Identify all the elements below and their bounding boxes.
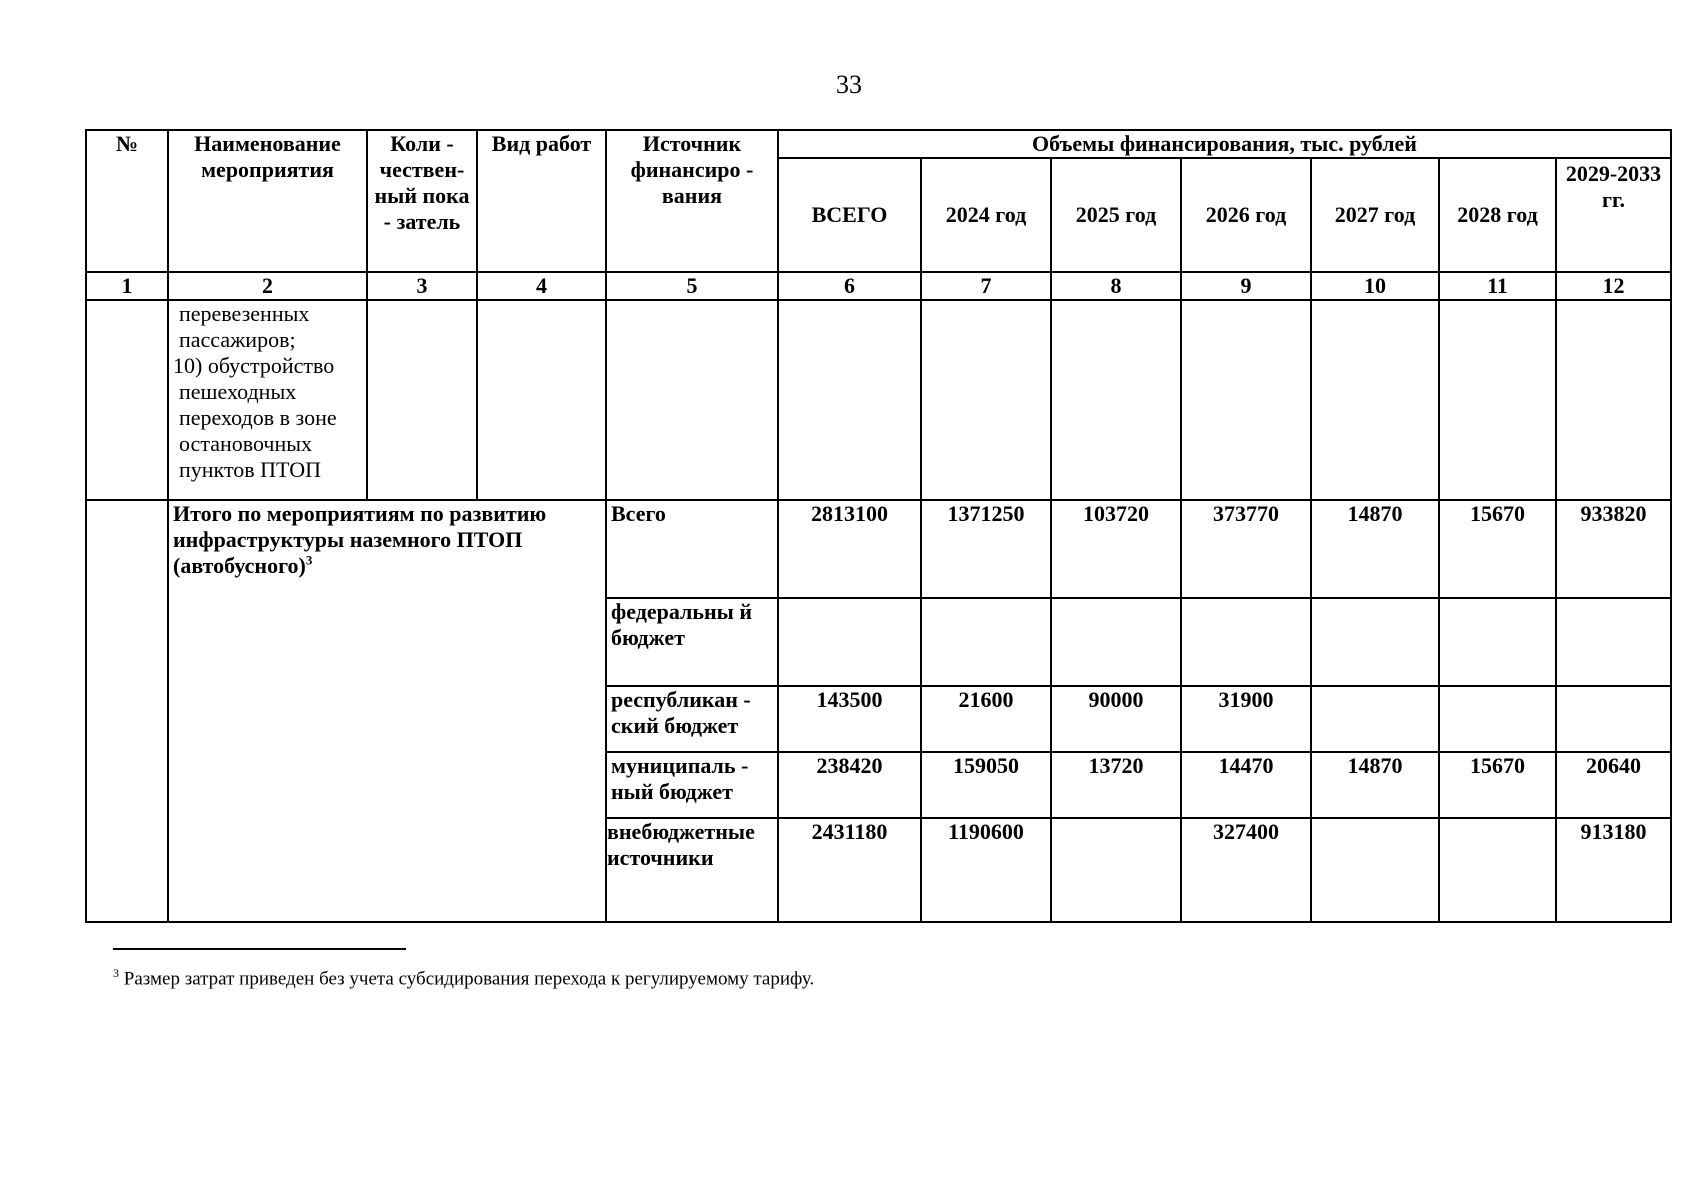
header-2026: 2026 год <box>1181 158 1311 272</box>
value-cell <box>1556 686 1671 752</box>
cell-value <box>1311 300 1439 500</box>
value-cell: 373770 <box>1181 500 1311 598</box>
text-line: переходов в зоне <box>179 405 337 430</box>
cell-value <box>1556 300 1671 500</box>
column-number: 4 <box>477 272 606 300</box>
footnote <box>113 966 814 990</box>
text-line: остановочных <box>179 431 313 456</box>
source-label: республикан - ский бюджет <box>606 686 778 752</box>
value-cell: 159050 <box>921 752 1051 818</box>
text-line: пешеходных <box>179 379 297 404</box>
value-cell: 13720 <box>1051 752 1181 818</box>
value-cell: 15670 <box>1439 500 1556 598</box>
value-cell <box>1556 598 1671 686</box>
footnote-mark: 3 <box>113 966 119 980</box>
value-cell <box>1181 598 1311 686</box>
value-cell: 14870 <box>1311 752 1439 818</box>
header-name: Наименование мероприятия <box>168 130 367 272</box>
value-cell: 21600 <box>921 686 1051 752</box>
value-cell: 15670 <box>1439 752 1556 818</box>
value-cell <box>1311 686 1439 752</box>
row-total <box>86 500 1671 598</box>
value-cell <box>1051 598 1181 686</box>
value-cell: 1371250 <box>921 500 1051 598</box>
column-number: 8 <box>1051 272 1181 300</box>
footnote-ref: 3 <box>305 552 313 568</box>
header-total: ВСЕГО <box>778 158 921 272</box>
value-cell: 933820 <box>1556 500 1671 598</box>
source-label: федеральны й бюджет <box>606 598 778 686</box>
column-number: 6 <box>778 272 921 300</box>
value-cell <box>1439 686 1556 752</box>
column-number: 7 <box>921 272 1051 300</box>
value-cell <box>1439 598 1556 686</box>
cell-qty <box>367 300 477 500</box>
value-cell: 238420 <box>778 752 921 818</box>
column-number: 1 <box>86 272 168 300</box>
header-2025: 2025 год <box>1051 158 1181 272</box>
column-number-row <box>86 272 1671 300</box>
continued-activity-text <box>168 300 367 500</box>
value-cell <box>1051 818 1181 922</box>
column-number: 12 <box>1556 272 1671 300</box>
text-line: перевезенных <box>179 301 310 326</box>
value-cell: 913180 <box>1556 818 1671 922</box>
header-2028: 2028 год <box>1439 158 1556 272</box>
value-cell <box>921 598 1051 686</box>
cell-source <box>606 300 778 500</box>
cell-kind <box>477 300 606 500</box>
value-cell: 2813100 <box>778 500 921 598</box>
header-no: № <box>86 130 168 272</box>
column-number: 9 <box>1181 272 1311 300</box>
column-number: 3 <box>367 272 477 300</box>
value-cell <box>1311 598 1439 686</box>
value-cell: 2431180 <box>778 818 921 922</box>
text-line: пассажиров; <box>179 327 296 352</box>
value-cell: 143500 <box>778 686 921 752</box>
column-number: 5 <box>606 272 778 300</box>
header-2029-2033: 2029-2033 гг. <box>1556 158 1671 272</box>
column-number: 10 <box>1311 272 1439 300</box>
cell-no <box>86 500 168 922</box>
financing-table <box>85 129 1672 923</box>
summary-title <box>168 500 606 922</box>
value-cell: 327400 <box>1181 818 1311 922</box>
cell-value <box>921 300 1051 500</box>
cell-no <box>86 300 168 500</box>
value-cell: 1190600 <box>921 818 1051 922</box>
value-cell: 103720 <box>1051 500 1181 598</box>
header-source: Источник финансиро - вания <box>606 130 778 272</box>
source-label: Всего <box>606 500 778 598</box>
value-cell: 14870 <box>1311 500 1439 598</box>
value-cell <box>1439 818 1556 922</box>
source-label: внебюджетные источники <box>606 818 778 922</box>
value-cell: 31900 <box>1181 686 1311 752</box>
value-cell: 20640 <box>1556 752 1671 818</box>
header-kind: Вид работ <box>477 130 606 272</box>
footnote-separator <box>113 948 406 950</box>
continued-row <box>86 300 1671 500</box>
cell-value <box>1181 300 1311 500</box>
value-cell <box>1311 818 1439 922</box>
header-volumes: Объемы финансирования, тыс. рублей <box>778 130 1671 158</box>
header-qty: Коли - чествен- ный пока - затель <box>367 130 477 272</box>
source-label: муниципаль - ный бюджет <box>606 752 778 818</box>
summary-title-text: Итого по мероприятиям по развитию инфраструктуры наземного ПТОП (автобусного) <box>173 501 547 578</box>
text-line: 10) обустройство <box>173 353 335 378</box>
footnote-text: Размер затрат приведен без учета субсидирования перехода к регулируемому тарифу. <box>119 968 815 990</box>
column-number: 11 <box>1439 272 1556 300</box>
cell-value <box>1439 300 1556 500</box>
header-2024: 2024 год <box>921 158 1051 272</box>
page-number: 33 <box>836 70 862 99</box>
cell-value <box>1051 300 1181 500</box>
value-cell: 14470 <box>1181 752 1311 818</box>
header-2027: 2027 год <box>1311 158 1439 272</box>
column-number: 2 <box>168 272 367 300</box>
text-line: пунктов ПТОП <box>179 457 321 482</box>
cell-value <box>778 300 921 500</box>
value-cell: 90000 <box>1051 686 1181 752</box>
value-cell <box>778 598 921 686</box>
